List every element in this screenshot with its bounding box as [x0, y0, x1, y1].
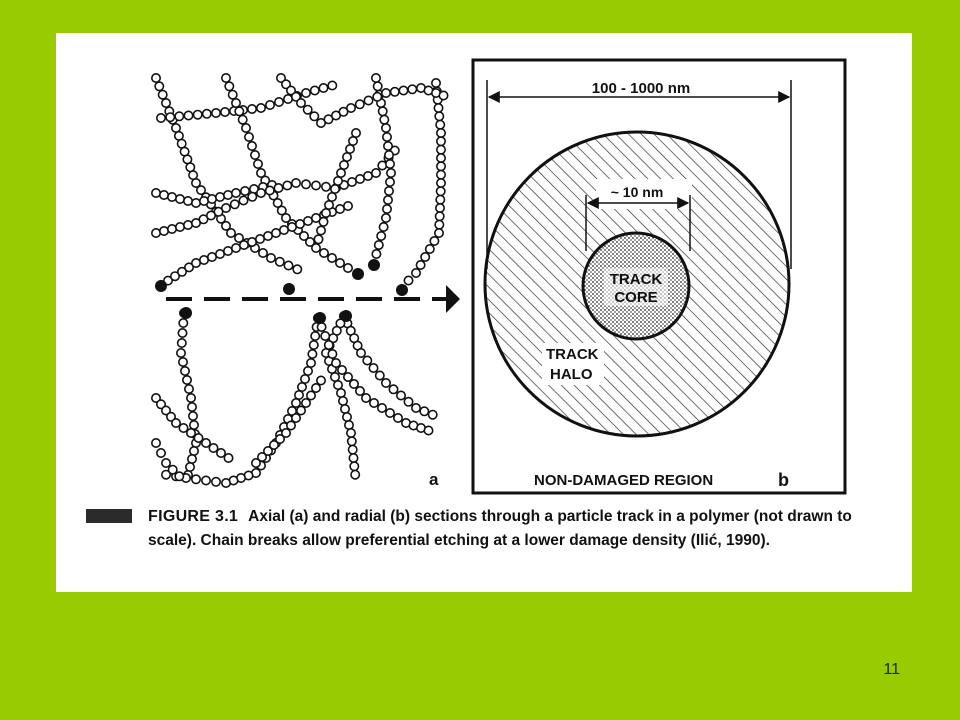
chain-bead [310, 112, 318, 120]
chain-bead [348, 178, 356, 186]
chain-bead [264, 232, 272, 240]
chain-bead [302, 399, 310, 407]
chain-bead [160, 191, 168, 199]
chain-break-dot [180, 307, 192, 319]
core-label-line2: CORE [614, 289, 658, 306]
chain-bead [202, 439, 210, 447]
chain-bead [245, 133, 253, 141]
chain-bead [357, 349, 365, 357]
chain-bead [152, 189, 160, 197]
chain-bead [386, 178, 394, 186]
chain-bead [384, 142, 392, 150]
chain-bead [282, 429, 290, 437]
chain-bead [308, 350, 316, 358]
chain-bead [319, 84, 327, 92]
chain-bead [356, 100, 364, 108]
chain-bead [239, 196, 247, 204]
non-damaged-region-label: NON-DAMAGED REGION [534, 472, 714, 489]
chain-bead [320, 249, 328, 257]
chain-bead [386, 409, 394, 417]
chain-bead [337, 169, 345, 177]
chain-bead [370, 399, 378, 407]
chain-bead [429, 411, 437, 419]
chain-bead [168, 225, 176, 233]
chain-bead [317, 226, 325, 234]
chain-bead [257, 189, 265, 197]
chain-bead [190, 447, 198, 455]
caption-marker-bar [86, 509, 132, 523]
chain-bead [394, 414, 402, 422]
chain-bead [302, 89, 310, 97]
chain-bead [280, 226, 288, 234]
chain-bead [276, 258, 284, 266]
chain-bead [386, 160, 394, 168]
chain-bead [383, 205, 391, 213]
figure-caption [148, 505, 888, 553]
chain-bead [328, 254, 336, 262]
chain-bead [369, 364, 377, 372]
chain-bead [378, 404, 386, 412]
chain-bead [347, 429, 355, 437]
chain-bead [344, 264, 352, 272]
chain-bead [257, 104, 265, 112]
chain-bead [221, 108, 229, 116]
chain-bead [339, 397, 347, 405]
chain-bead [363, 356, 371, 364]
chain-bead [385, 151, 393, 159]
chain-bead [297, 406, 305, 414]
chain-bead [296, 220, 304, 228]
chain-break-dot [283, 283, 295, 295]
chain-bead [364, 172, 372, 180]
chain-bead [202, 476, 210, 484]
chain-bead [380, 116, 388, 124]
chain-bead [383, 133, 391, 141]
chain-bead [200, 256, 208, 264]
chain-bead [192, 475, 200, 483]
chain-bead [155, 82, 163, 90]
chain-bead [186, 463, 194, 471]
chain-bead [179, 358, 187, 366]
caption-figure-number: FIGURE 3.1 [148, 508, 239, 525]
chain-bead [159, 91, 167, 99]
chain-bead [178, 339, 186, 347]
chain-bead [189, 412, 197, 420]
chain-bead [162, 459, 170, 467]
chain-bead [229, 91, 237, 99]
chain-bead [266, 186, 274, 194]
chain-bead [240, 241, 248, 249]
chain-bead [319, 218, 327, 226]
chain-bead [307, 391, 315, 399]
chain-bead [314, 235, 322, 243]
chain-bead [328, 81, 336, 89]
chain-bead [297, 99, 305, 107]
chain-bead [349, 446, 357, 454]
chain-bead [345, 421, 353, 429]
chain-bead [179, 319, 187, 327]
chain-bead [372, 169, 380, 177]
chain-bead [337, 389, 345, 397]
chain-bead [275, 98, 283, 106]
chain-bead [224, 454, 232, 462]
core-label-line1: TRACK [609, 271, 663, 288]
chain-bead [217, 449, 225, 457]
chain-bead [157, 449, 165, 457]
chain-bead [272, 229, 280, 237]
chain-bead [203, 110, 211, 118]
chain-bead [178, 329, 186, 337]
chain-bead [350, 380, 358, 388]
chain-bead [379, 223, 387, 231]
chain-bead [274, 184, 282, 192]
chain-bead [356, 387, 364, 395]
chain-bead [408, 85, 416, 93]
chain-bead [184, 111, 192, 119]
chain-bead [184, 221, 192, 229]
chain-bead [254, 160, 262, 168]
chain-bead [259, 249, 267, 257]
chain-bead [389, 385, 397, 393]
chain-bead [322, 183, 330, 191]
chain-bead [284, 261, 292, 269]
outer-dimension-label: 100 - 1000 nm [591, 80, 691, 97]
chain-bead [317, 376, 325, 384]
chain-bead [188, 455, 196, 463]
chain-bead [325, 341, 333, 349]
polymer-chains-panel-a [152, 74, 448, 487]
chain-bead [373, 93, 381, 101]
chain-bead [436, 196, 444, 204]
chain-bead [208, 253, 216, 261]
chain-bead [212, 109, 220, 117]
chain-bead [194, 434, 202, 442]
chain-bead [391, 88, 399, 96]
chain-bead [372, 250, 380, 258]
chain-break-dot [314, 312, 326, 324]
chain-bead [190, 421, 198, 429]
chain-bead [232, 99, 240, 107]
chain-bead [302, 180, 310, 188]
chain-bead [321, 332, 329, 340]
chain-bead [284, 95, 292, 103]
chain-bead [328, 350, 336, 358]
chain-bead [397, 391, 405, 399]
chain-bead [430, 237, 438, 245]
chain-bead [404, 398, 412, 406]
chain-bead [188, 403, 196, 411]
chain-bead [437, 179, 445, 187]
chain-break-dot [396, 284, 408, 296]
chain-bead [239, 116, 247, 124]
chain-bead [185, 385, 193, 393]
chain-bead [292, 414, 300, 422]
chain-bead [209, 444, 217, 452]
chain-bead [311, 86, 319, 94]
chain-bead [343, 153, 351, 161]
chain-bead [168, 193, 176, 201]
chain-bead [292, 179, 300, 187]
chain-bead [225, 82, 233, 90]
chain-bead [208, 195, 216, 203]
chain-bead [356, 175, 364, 183]
chain-bead [322, 209, 330, 217]
chain-bead [157, 114, 165, 122]
chain-bead [379, 107, 387, 115]
chain-bead [338, 366, 346, 374]
chain-bead [232, 189, 240, 197]
halo-label-line2: HALO [550, 366, 593, 383]
chain-bead [437, 129, 445, 137]
chain-bead [349, 137, 357, 145]
chain-bead [387, 169, 395, 177]
chain-break-dot [368, 259, 380, 271]
chain-bead [376, 371, 384, 379]
chain-bead [212, 478, 220, 486]
chain-bead [346, 145, 354, 153]
chain-bead [436, 204, 444, 212]
chain-bead [347, 104, 355, 112]
chain-bead [248, 193, 256, 201]
chain-bead [179, 424, 187, 432]
panel-a-label: a [429, 470, 439, 489]
chain-bead [307, 359, 315, 367]
chain-bead [437, 162, 445, 170]
chain-bead [382, 214, 390, 222]
chain-bead [310, 341, 318, 349]
chain-bead [222, 74, 230, 82]
halo-label-line1: TRACK [546, 346, 599, 363]
chain-bead [426, 245, 434, 253]
chain-bead [311, 332, 319, 340]
chain-bead [332, 359, 340, 367]
chain-break-dot [155, 280, 167, 292]
chain-bead [344, 202, 352, 210]
chain-bead [267, 254, 275, 262]
chain-bead [184, 197, 192, 205]
chain-bead [295, 391, 303, 399]
chain-bead [384, 196, 392, 204]
chain-bead [377, 232, 385, 240]
chain-bead [231, 200, 239, 208]
chain-bead [166, 113, 174, 121]
chain-bead [436, 212, 444, 220]
chain-break-dot [352, 268, 364, 280]
chain-bead [420, 407, 428, 415]
chain-bead [242, 124, 250, 132]
chain-bead [336, 205, 344, 213]
chain-bead [304, 106, 312, 114]
chain-bead [251, 151, 259, 159]
panel-b-label: b [778, 470, 789, 490]
chain-bead [248, 142, 256, 150]
chain-bead [382, 124, 390, 132]
chain-bead [176, 223, 184, 231]
chain-bead [222, 479, 230, 487]
inner-dimension-label: ~ 10 nm [610, 184, 664, 200]
chain-bead [341, 405, 349, 413]
chain-bead [437, 171, 445, 179]
chain-bead [283, 181, 291, 189]
chain-bead [152, 229, 160, 237]
chain-bead [266, 101, 274, 109]
chain-bead [374, 82, 382, 90]
chain-bead [424, 426, 432, 434]
chain-bead [385, 187, 393, 195]
chain-bead [437, 187, 445, 195]
chain-bead [434, 104, 442, 112]
chain-bead [162, 99, 170, 107]
chain-bead [348, 437, 356, 445]
chain-bead [256, 235, 264, 243]
chain-bead [187, 394, 195, 402]
chain-bead [216, 250, 224, 258]
chain-bead [152, 74, 160, 82]
chain-bead [435, 221, 443, 229]
caption-text: Axial (a) and radial (b) sections through a particle track in a polymer (not drawn to scale). Chain breaks allow preferential etching at a lower damage density (Ilić, 1990). [148, 508, 852, 549]
chain-bead [175, 112, 183, 120]
chain-bead [194, 111, 202, 119]
chain-bead [435, 229, 443, 237]
chain-bead [304, 217, 312, 225]
chain-bead [328, 193, 336, 201]
chain-bead [152, 439, 160, 447]
chain-bead [317, 323, 325, 331]
chain-bead [175, 472, 183, 480]
chain-bead [404, 276, 412, 284]
track-arrow-head [446, 285, 460, 313]
chain-bead [160, 227, 168, 235]
chain-bead [364, 96, 372, 104]
chain-bead [362, 394, 370, 402]
chain-bead [241, 187, 249, 195]
chain-bead [224, 191, 232, 199]
chain-bead [336, 259, 344, 267]
chain-bead [248, 105, 256, 113]
chain-bead [325, 201, 333, 209]
chain-bead [227, 229, 235, 237]
chain-bead [382, 89, 390, 97]
chain-bead [169, 466, 177, 474]
chain-bead [224, 247, 232, 255]
chain-bead [437, 137, 445, 145]
chain-bead [439, 91, 447, 99]
chain-bead [222, 204, 230, 212]
chain-bead [187, 429, 195, 437]
chain-bead [312, 181, 320, 189]
chain-bead [248, 238, 256, 246]
chain-bead [352, 129, 360, 137]
chain-bead [293, 265, 301, 273]
chain-bead [436, 121, 444, 129]
chain-bead [432, 79, 440, 87]
chain-bead [382, 379, 390, 387]
chain-bead [312, 384, 320, 392]
chain-bead [334, 177, 342, 185]
chain-bead [232, 244, 240, 252]
chain-break-dot [340, 310, 352, 322]
chain-bead [192, 259, 200, 267]
chain-bead [340, 161, 348, 169]
chain-bead [288, 223, 296, 231]
chain-bead [416, 261, 424, 269]
chain-bead [181, 367, 189, 375]
chain-bead [372, 74, 380, 82]
chain-bead [216, 193, 224, 201]
chain-bead [344, 373, 352, 381]
chain-bead [375, 241, 383, 249]
page-number: 11 [883, 661, 900, 678]
chain-bead [331, 185, 339, 193]
chain-bead [301, 375, 309, 383]
chain-bead [435, 112, 443, 120]
chain-bead [172, 419, 180, 427]
chain-bead [412, 269, 420, 277]
chain-bead [176, 195, 184, 203]
chain-bead [349, 454, 357, 462]
chain-bead [177, 349, 185, 357]
chain-bead [351, 471, 359, 479]
chain-bead [399, 86, 407, 94]
chain-bead [421, 253, 429, 261]
chain-bead [192, 199, 200, 207]
chain-bead [292, 399, 300, 407]
figure-image [56, 33, 912, 592]
chain-bead [412, 404, 420, 412]
chain-bead [312, 244, 320, 252]
chain-bead [304, 367, 312, 375]
chain-bead [437, 154, 445, 162]
chain-bead [343, 413, 351, 421]
chain-bead [334, 381, 342, 389]
chain-bead [437, 146, 445, 154]
chain-bead [350, 462, 358, 470]
chain-bead [331, 373, 339, 381]
chain-bead [183, 376, 191, 384]
chain-bead [200, 197, 208, 205]
chain-bead [235, 107, 243, 115]
chain-bead [287, 421, 295, 429]
chain-bead [298, 383, 306, 391]
